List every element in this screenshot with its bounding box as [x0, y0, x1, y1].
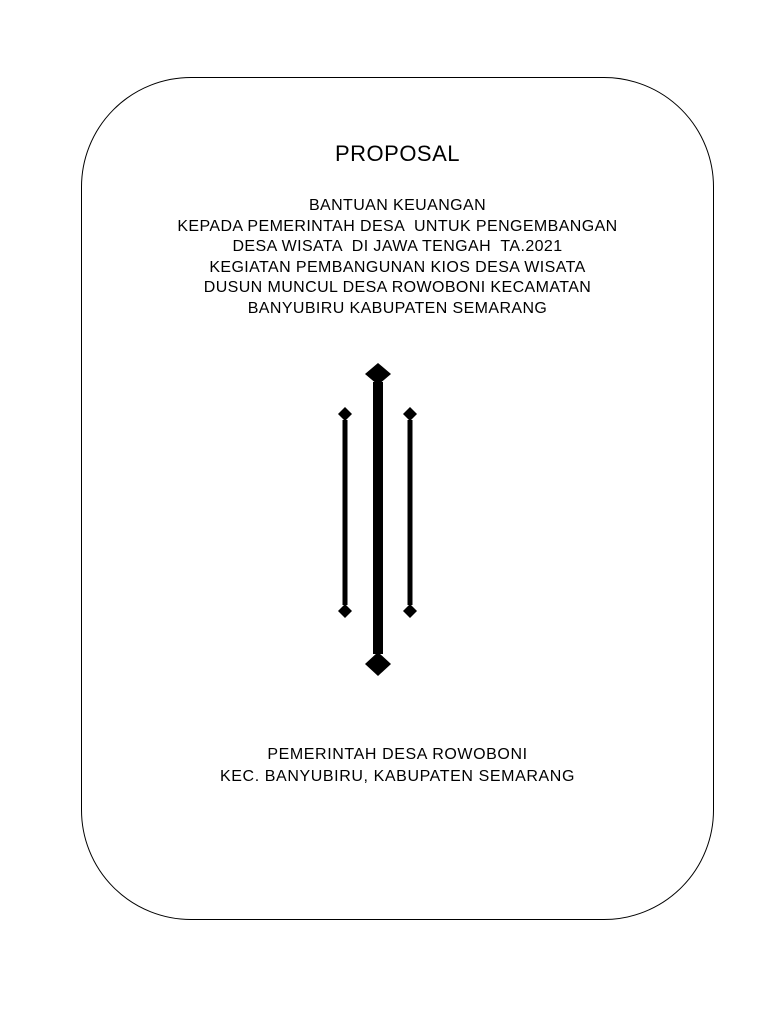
subtitle-line-2: KEPADA PEMERINTAH DESA UNTUK PENGEMBANGAN [177, 217, 618, 235]
right-bar [408, 420, 413, 605]
issuer-line-1: PEMERINTAH DESA ROWOBONI [267, 746, 528, 763]
center-top-diamond-icon [365, 363, 391, 385]
subtitle-line-5: DUSUN MUNCUL DESA ROWOBONI KECAMATAN [203, 279, 592, 296]
document-title: PROPOSAL [334, 141, 461, 166]
subtitle-line-3: DESA WISATA DI JAWA TENGAH TA.2021 [232, 238, 563, 255]
subtitle-line-6: BANYUBIRU KABUPATEN SEMARANG [247, 299, 548, 317]
issuer-line-2: KEC. BANYUBIRU, KABUPATEN SEMARANG [220, 768, 575, 785]
issuer-block [81, 744, 714, 788]
triple-bar-diamond-ornament-icon [318, 358, 438, 680]
left-bar [343, 420, 348, 605]
left-top-diamond-icon [338, 407, 352, 421]
subtitle-block [81, 196, 714, 319]
center-bar [373, 382, 383, 654]
right-top-diamond-icon [403, 407, 417, 421]
center-bottom-diamond-icon [365, 652, 391, 676]
right-bottom-diamond-icon [403, 604, 417, 618]
subtitle-line-1: BANTUAN KEUANGAN [308, 197, 487, 214]
subtitle-line-4: KEGIATAN PEMBANGUNAN KIOS DESA WISATA [209, 258, 586, 276]
left-bottom-diamond-icon [338, 604, 352, 618]
